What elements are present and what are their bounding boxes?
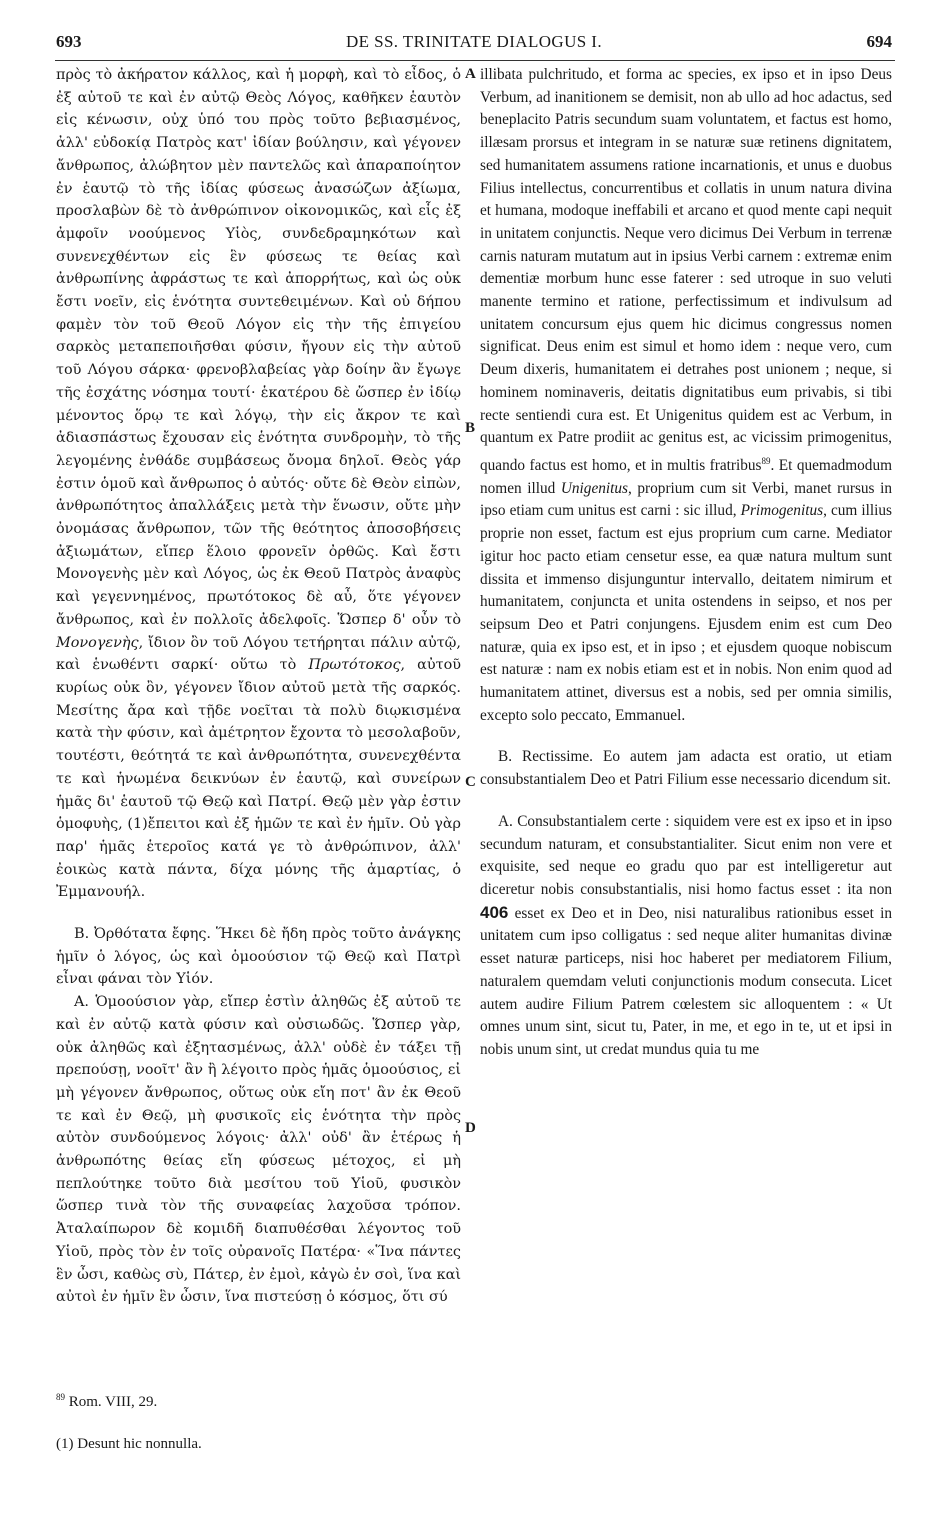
greek-paragraph: B. Ὀρθότατα ἔφης. Ἥκει δὲ ἤδη πρὸς τοῦτο ἀνάγκης ἡμῖν ὁ λόγος, ὡς καὶ ὁμοούσιον τῷ Θεῷ καὶ Πατρὶ εἶναι φάναι τὸν Υἱόν. xyxy=(56,926,461,988)
greek-text: , αὐτοῦ κυρίως οὐκ ὂν, γέγονεν ἴδιον αὐτοῦ μετὰ τῆς σαρκός. Μεσίτης ἄρα καὶ τῇδε νοεῖται τὰ πολὺ διῳκισμένα κατὰ τὴν φύσιν, καὶ ἀμέτρητον ἔχοντα τὸ μεσολαβοῦν, τουτέστι, θεότητά τε καὶ ἀνθρωπότητα, συνενεχθέντα τε καὶ ἡνωμένα δεικνύων ἐν ἑαυτῷ, καὶ συνείρων ἡμᾶς δι' ἑαυτοῦ τῷ Θεῷ καὶ Πατρί. Θεῷ μὲν γὰρ ἐστιν ὁμοφυὴς, (1)ἔπειτοι καὶ ἐξ ἡμῶν τε καὶ ἐν ἡμῖν. Οὐ γὰρ παρ' ἡμᾶς ἑτεροῖος κατά γε τὸ ἀνθρώπινον, ἀλλ' ἐοικὼς κατὰ πάντα, δίχα μόνης τῆς ἁμαρτίας, ὁ Ἐμμανουήλ. xyxy=(56,657,461,901)
greek-column xyxy=(56,64,461,1309)
greek-italic-term: Πρωτότοκος xyxy=(308,657,401,674)
footnote-text: Rom. VIII, 29. xyxy=(65,1394,158,1410)
margin-letter-c: C xyxy=(465,774,476,790)
margin-letter-a: A xyxy=(465,66,476,82)
greek-text: Ὥσπερ δ' οὖν τὸ xyxy=(337,611,461,628)
latin-text: esset ex Deo et in Deo, nisi naturalibus rationibus esset in unitatem cum ipso colligatus : sed neque aliter humanitas divinæ esset naturæ particeps, nisi hoc haberet per mediatorem Filium, naturalem quemdam veluti conjunctionis modum consecuta. Licet autem audire Filium Patrem cœlestem sic alloquentem : « Ut omnes unum sint, sicut tu, Pater, in me, et ego in te, ut et ipsi in nobis unum sint, ut credat mundus quia tu me xyxy=(480,904,892,1058)
margin-letter-d: D xyxy=(465,1120,476,1136)
running-header xyxy=(56,32,892,56)
latin-text: , proprium cum sit Verbi, manet rursus in ipso etiam cum unitus est carni : sic illud, xyxy=(480,479,892,520)
latin-text: illibata pulchritudo, et forma ac species, ex ipso et in ipso Deus Verbum, ad inanitionem se demisit, non ab ullo ad hoc adactus, sed beneplacito Patris secundum suam voluntatem, et factus est homo, illæsam prorsus et integram in se naturæ suæ retinens dignitatem, sed humanitatem assumens ratione incarnationis, et unus e duobus Filius intellectus, concurrentibus et collatis in unum natura divina et humana, modoque ineffabili et arcano et quod mente capi nequit in unitatem conjunctis. Neque vero dicimus Dei Verbum in terrenæ carnis naturam mutatum aut in ipsius Verbi carnem : extremæ enim dementiæ morbum hunc esse faterer : sed utroque in suo veluti manente termino et ratione, perfectissimum et indivulsum ad unitatem concursum ejus quem hic dicimus congressus nomen significat. Deus enim est simul et homo idem : neque vero, cum Deum dixeris, humanitatem ei detrahes post unionem ; neque, si hominem nominaveris, deitatis dignitatibus eum privabis, si tibi recte sentiendi cura est. Et Unigenitus quidem est ac Verbum, in quantum ex Patre prodiit ac genitus est, ac vicissim primogenitus, quando factus est homo, et in multis fratribus xyxy=(480,66,892,475)
latin-italic-term: Primogenitus xyxy=(740,502,824,520)
greek-paragraph xyxy=(56,64,461,904)
margin-letter-b: B xyxy=(465,420,476,436)
left-page-number: 693 xyxy=(56,32,82,51)
footnote-mark: 89 xyxy=(56,1392,65,1402)
latin-text: , cum illius proprie non esset, factum est ejus proprium cum carne. Mediator igitur hoc pacto etiam censetur esse, ea quæ natura multum sunt dissita et immenso disjunguntur intervallo, deitatem nimirum et humanitatem, conjuncta et unita ostendens in seipso, et nos per seipsum Deo et Patri conjungens. Ejusdem enim est cum Deo naturæ, quia ex ipso est, et in ipso ; et ejusdem quoque nobiscum est naturæ : nam ex nobis etiam est et in nobis. Non enim quod ad humanitatem attinet, diversus est a nobis, sed per omnia similis, excepto solo peccato, Emmanuel. xyxy=(480,502,892,724)
latin-paragraph xyxy=(480,811,892,1062)
running-title: DE SS. TRINITATE DIALOGUS I. xyxy=(345,32,602,51)
greek-text: , ἴδιον ὂν τοῦ Λόγου τετήρηται πάλιν αὐτῷ, καὶ ἑνωθέντι σαρκί· οὕτω τὸ xyxy=(56,634,461,674)
latin-column xyxy=(480,64,892,1062)
right-page-number: 694 xyxy=(866,32,892,51)
greek-paragraph: A. Ὁμοούσιον γὰρ, εἴπερ ἐστὶν ἀληθῶς ἐξ αὐτοῦ τε καὶ ἐν αὐτῷ κατὰ φύσιν καὶ οὐσιωδῶς. Ὥσπερ γὰρ, οὐκ ἀληθῶς καὶ ἐξητασμένως, ἀλλ' οὐδὲ ἐν τάξει τῇ πρεπούσῃ, νοοῖτ' ἂν ἢ λέγοιτο πρὸς ἡμᾶς ὁμοούσιος, εἰ μὴ γέγονεν ἄνθρωπος, οὕτως οὐκ εἴη ποτ' ἂν ἐκ Θεοῦ τε καὶ ἐν Θεῷ, μὴ φυσικοῖς εἰς ἑνότητα τὴν πρὸς αὐτὸν συνδούμενος λόγοις· ἀλλ' οὐδ' ἂν ἑτέρως ἡ ἀνθρωπότης θείας εἴη φύσεως μέτοχος, εἰ μὴ πεπλούτηκε τοῦτο διὰ μεσίτου τοῦ Υἱοῦ, φυσικὸν ὥσπερ τινὰ τὸν τῆς συναφείας λαχοῦσα τρόπον. Ἀταλαίπωρον δὲ κομιδῆ διαπυθέσθαι λέγοντος τοῦ Υἱοῦ, πρὸς τὸν ἐν τοῖς οὐρανοῖς Πατέρα· «Ἵνα πάντες ἓν ὦσι, καθὼς σὺ, Πάτερ, ἐν ἐμοὶ, κἀγὼ ἐν σοὶ, ἵνα καὶ αὐτοὶ ἐν ἡμῖν ἓν ὦσιν, ἵνα πιστεύσῃ ὁ κόσμος, ὅτι σύ xyxy=(56,994,461,1306)
header-rule xyxy=(55,60,895,61)
latin-paragraph: B. Rectissime. Eo autem jam adacta est oratio, ut etiam consubstantialem Deo et Patri Filium esse necessario dicendum sit. xyxy=(480,748,892,789)
greek-italic-term: Μονογενὴς xyxy=(56,634,139,651)
latin-italic-term: Unigenitus xyxy=(560,479,628,497)
latin-paragraph xyxy=(480,64,892,727)
greek-text: πρὸς τὸ ἀκήρατον κάλλος, καὶ ἡ μορφὴ, καὶ τὸ εἶδος, ὁ ἐξ αὐτοῦ τε καὶ ἐν αὐτῷ Θεὸς Λόγος, καθῆκεν ἑαυτὸν εἰς κένωσιν, οὐχ ὑπό του πρὸς τοῦτο βεβιασμένος, ἀλλ' εὐδοκίᾳ Πατρὸς κατ' ἰδίαν βούλησιν, καὶ γέγονεν ἄνθρωπος, ἀλώβητον μὲν παντελῶς καὶ ἀπαραποίητον ἐν ἑαυτῷ τὸ τῆς ἰδίας φύσεως ἀνασώζων ἀξίωμα, προσλαβὼν δὲ τὸ ἀνθρώπινον οἰκονομικῶς, καὶ εἷς ἐξ ἀμφοῖν νοούμενος Υἱὸς, συνδεδραμηκότων καὶ συνενεχθέντων εἰς ἓν φύσεως τε θείας καὶ ἀνθρωπίνης ἀφράστως τε καὶ ἀπορρήτως, καὶ ὡς οὐκ ἔστι νοεῖν, εἰς ἑνότητα συντεθειμένων. Καὶ οὐ δήπου φαμὲν τὸν τοῦ Θεοῦ Λόγον εἰς τὴν τῆς ἐπιγείου σαρκὸς μεταπεποιῆσθαι φύσιν, ἤγουν εἰς τὴν αὐτοῦ τοῦ Λόγου σάρκα· φρενοβλαβείας γὰρ δοίην ἂν ἔγωγε τῆς ἐσχάτης νόσημα τουτί· ἑκατέρου δὲ ὥσπερ ἐν ἰδίῳ μένοντος ὅρῳ τε καὶ λόγῳ, τὴν εἰς ἄκρον τε καὶ ἀδιασπάστως ἔχουσαν εἰς ἑνότητα συνδρομὴν, τὸ τῆς λεγομένης ἐνθάδε συμβάσεως ὄνομα δηλοῖ. Θεὸς γάρ ἐστιν ὁμοῦ καὶ ἄνθρωπος ὁ αὐτός· οὔτε δὲ Θεὸν εἰπὼν, ἀνθρωπότητος ἀπαλλάξεις μετὰ τὴν ἕνωσιν, οὔτε μὴν ὀνομάσας ἄνθρωπον, τῶν τῆς θεότητος ἀποσοβήσεις ἀξιωμάτων, εἴπερ ἕλοιο φρονεῖν ὀρθῶς. Καὶ ἔστι Μονογενὴς μὲν καὶ Λόγος, ὡς ἐκ Θεοῦ Πατρὸς ἀναφὺς καὶ γεγεννημένος, πρωτότοκος δὲ αὖ, ὅτε γέγονεν ἄνθρωπος, καὶ ἐν πολλοῖς ἀδελφοῖς. xyxy=(56,67,461,628)
footnote-ref: 89 xyxy=(761,455,771,466)
latin-text: A. Consubstantialem certe : siquidem vere est ex ipso et in ipso secundum naturam, et consubstantialiter. Sicut enim non vere et exquisite, sed neque eo gradu quo par est intelligeretur aut diceretur nobis consubstantialis, nisi homo factus esset : ita non xyxy=(480,812,892,898)
margin-page-number: 406 xyxy=(480,902,509,922)
footnote-note: (1) Desunt hic nonnulla. xyxy=(56,1436,202,1452)
latin-text: . Et quemadmodum nomen illud xyxy=(480,457,892,497)
footnote-reference xyxy=(56,1392,157,1411)
